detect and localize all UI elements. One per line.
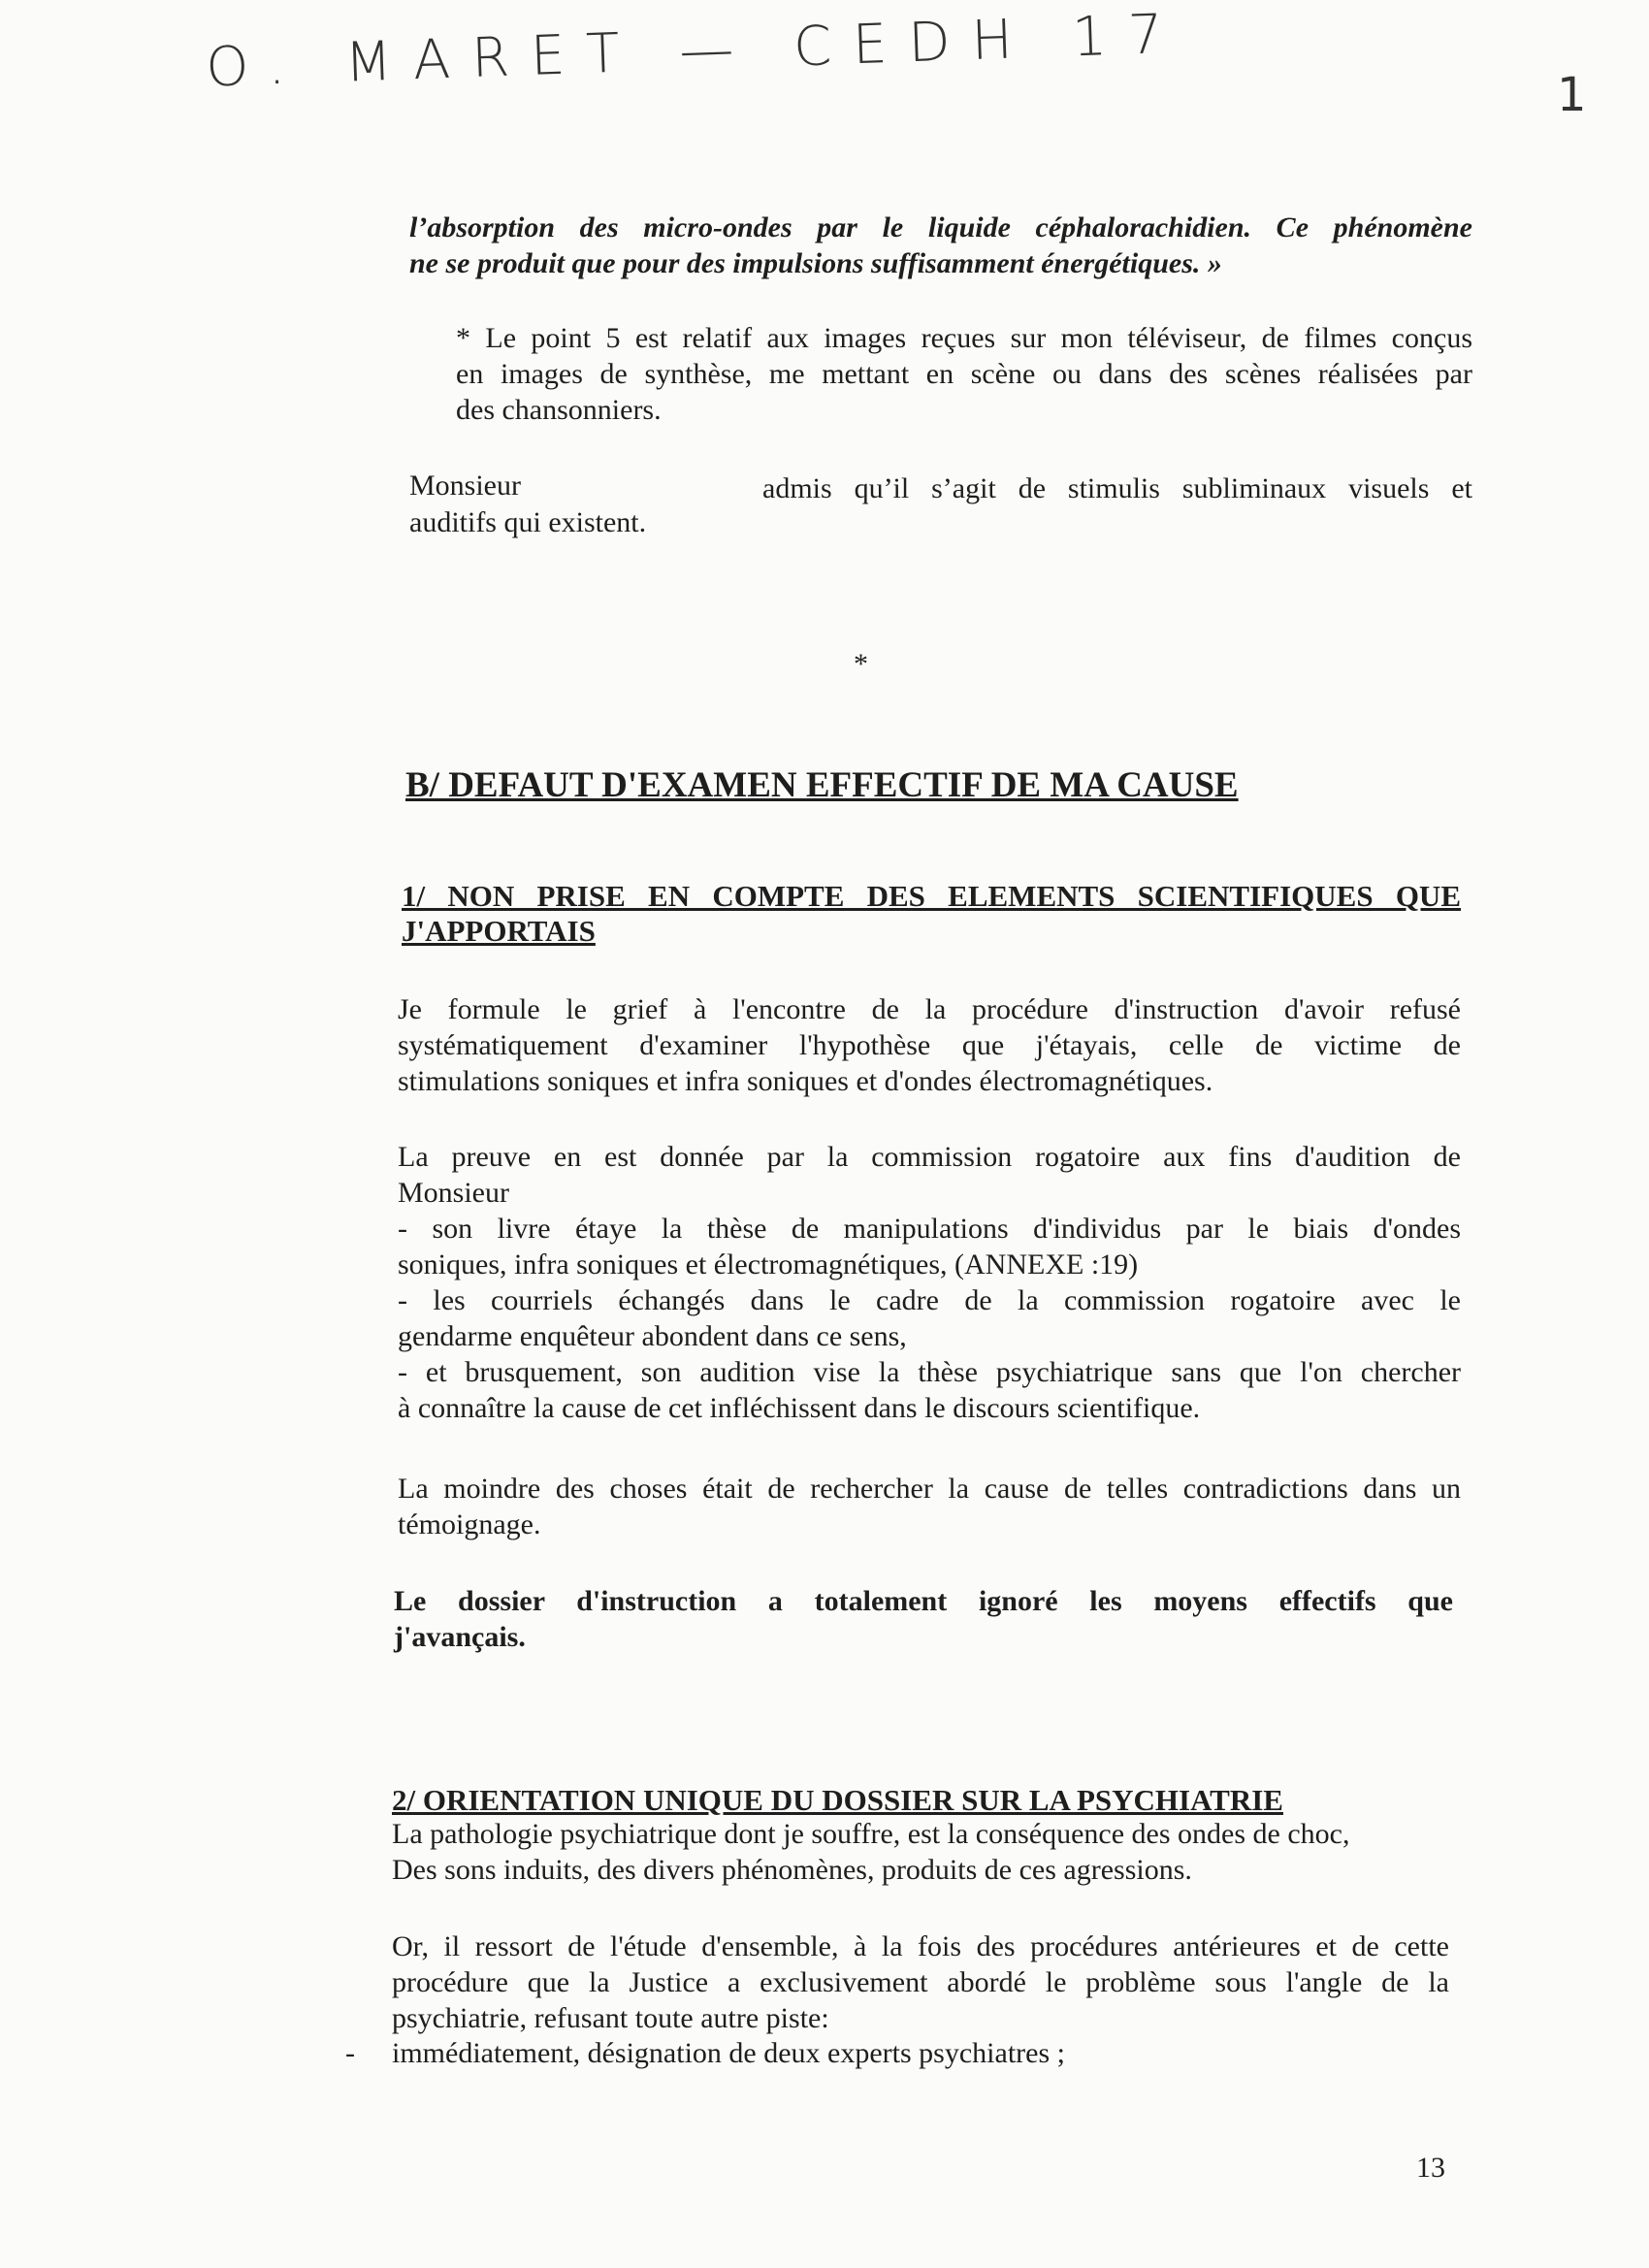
paragraph-line: Des sons induits, des divers phénomènes, produits de ces agressions. — [392, 1854, 1192, 1886]
paragraph-line: stimulations soniques et infra soniques et d'ondes électromagnétiques. — [398, 1065, 1213, 1097]
subsection-2-title: 2/ ORIENTATION UNIQUE DU DOSSIER SUR LA PSYCHIATRIE — [392, 1783, 1283, 1817]
point5-paragraph — [456, 320, 1472, 428]
paragraph-line: gendarme enquêteur abondent dans ce sens, — [398, 1320, 907, 1352]
quote-line: l’absorption des micro-ondes par le liquide céphalorachidien. Ce phénomène — [409, 211, 1472, 243]
paragraph-line: à connaître la cause de cet infléchissent dans le discours scientifique. — [398, 1392, 1201, 1424]
sub1-paragraph-1 — [398, 991, 1461, 1099]
sub2-paragraph-2 — [392, 1928, 1449, 2036]
point5-line: * Le point 5 est relatif aux images reçues sur mon téléviseur, de filmes conçus — [456, 322, 1472, 354]
point5-line: en images de synthèse, me mettant en scène ou dans des scènes réalisées par — [456, 358, 1472, 390]
subsection-1-title-line: J'APPORTAIS — [402, 914, 596, 948]
paragraph-line: Le dossier d'instruction a totalement ignoré les moyens effectifs que — [394, 1585, 1453, 1617]
subsection-1-title — [402, 879, 1461, 949]
monsieur-line2: auditifs qui existent. — [409, 506, 647, 538]
paragraph-line: Or, il ressort de l'étude d'ensemble, à la fois des procédures antérieures et de cette — [392, 1930, 1449, 1962]
monsieur-right: admis qu’il s’agit de stimulis subliminaux visuels et — [762, 472, 1472, 504]
sub1-paragraph-3 — [398, 1471, 1461, 1542]
subsection-1-title-line: 1/ NON PRISE EN COMPTE DES ELEMENTS SCIENTIFIQUES QUE — [402, 879, 1461, 913]
handwritten-page-mark: 1 — [1557, 68, 1587, 122]
bullet-item: immédiatement, désignation de deux experts psychiatres ; — [392, 2037, 1065, 2069]
paragraph-line: soniques, infra soniques et électromagnétiques, (ANNEXE :19) — [398, 1248, 1139, 1280]
quote-paragraph — [409, 210, 1472, 281]
paragraph-line: témoignage. — [398, 1508, 541, 1540]
paragraph-line: La pathologie psychiatrique dont je souffre, est la conséquence des ondes de choc, — [392, 1818, 1350, 1850]
separator-star: * — [854, 648, 868, 680]
paragraph-line: systématiquement d'examiner l'hypothèse que j'étayais, celle de victime de — [398, 1029, 1461, 1061]
monsieur-left: Monsieur — [409, 470, 521, 502]
point5-line: des chansonniers. — [456, 394, 662, 426]
page-number: 13 — [1416, 2152, 1445, 2184]
bullet-dash: - — [345, 2037, 355, 2069]
dash-item-line: - les courriels échangés dans le cadre de la commission rogatoire avec le — [398, 1284, 1461, 1316]
paragraph-line: j'avançais. — [394, 1621, 526, 1653]
paragraph-line: La moindre des choses était de rechercher la cause de telles contradictions dans un — [398, 1473, 1461, 1505]
paragraph-line: procédure que la Justice a exclusivement abordé le problème sous l'angle de la — [392, 1966, 1449, 1998]
dash-item-line: - son livre étaye la thèse de manipulations d'individus par le biais d'ondes — [398, 1213, 1461, 1245]
handwritten-header: O. MARET — CEDH 17 — [205, 2, 1185, 100]
monsieur-paragraph — [409, 468, 1472, 545]
paragraph-line: La preuve en est donnée par la commission rogatoire aux fins d'audition de — [398, 1141, 1461, 1173]
dash-item-line: - et brusquement, son audition vise la thèse psychiatrique sans que l'on chercher — [398, 1356, 1461, 1388]
paragraph-line: Je formule le grief à l'encontre de la procédure d'instruction d'avoir refusé — [398, 993, 1461, 1025]
sub1-paragraph-4 — [394, 1583, 1453, 1655]
section-b-title: B/ DEFAUT D'EXAMEN EFFECTIF DE MA CAUSE — [405, 765, 1239, 805]
paragraph-line: Monsieur — [398, 1177, 509, 1209]
paragraph-line: psychiatrie, refusant toute autre piste: — [392, 2002, 829, 2034]
sub2-paragraph-1 — [392, 1816, 1459, 1888]
quote-line: ne se produit que pour des impulsions suffisamment énergétiques. » — [409, 247, 1222, 279]
sub1-paragraph-2 — [398, 1139, 1461, 1426]
